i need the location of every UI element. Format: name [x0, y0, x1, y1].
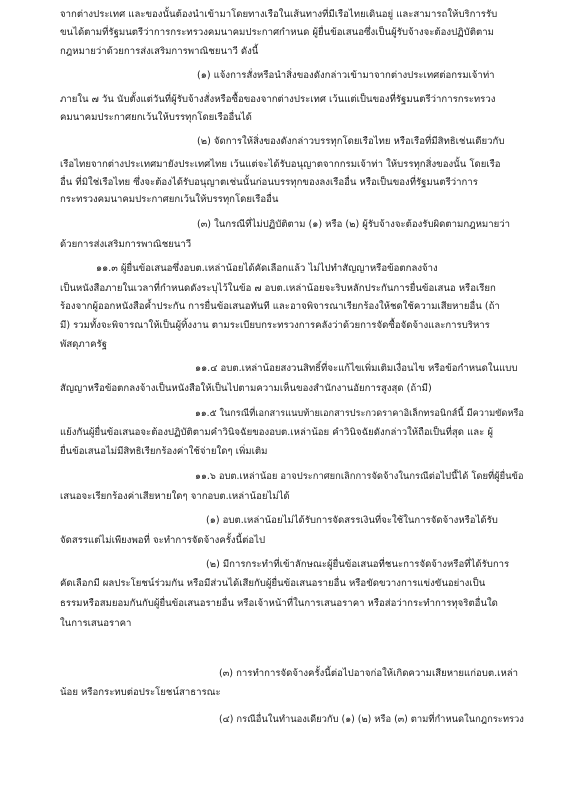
text-line: แย้งกันผู้ยื่นข้อเสนอจะต้องปฏิบัติตามคำวินิจฉัยของอบต.เหล่าน้อย คำวินิจฉัยดังกล่าวให้ถือเป็นที่สุด และ ผู้ [60, 427, 493, 438]
text-line: ในการเสนอราคา [60, 618, 132, 629]
text-line: (๓) การทำการจัดจ้างครั้งนี้ต่อไปอาจก่อให้เกิดความเสียหายแก่อบต.เหล่า [219, 668, 519, 679]
text-line: (๔) กรณีอื่นในทำนองเดียวกับ (๑) (๒) หรือ (๓) ตามที่กำหนดในกฎกระทรวง [219, 714, 524, 725]
text-line: คมนาคมประกาศยกเว้นให้บรรทุกโดยเรืออื่นได้ [60, 112, 252, 123]
text-line: (๒) จัดการให้สิ่งของดังกล่าวบรรทุกโดยเรือไทย หรือเรือที่มีสิทธิเช่นเดียวกับ [197, 136, 505, 147]
text-line: อื่น ที่มิใช่เรือไทย ซึ่งจะต้องได้รับอนุญาตเช่นนั้นก่อนบรรทุกของลงเรืออื่น หรือเป็นของที่รัฐมนตรีว่าการ [60, 177, 478, 188]
text-line: กระทรวงคมนาคมประกาศยกเว้นให้บรรทุกโดยเรืออื่น [60, 194, 279, 205]
text-line: สัญญาหรือข้อตกลงจ้างเป็นหนังสือให้เป็นไปตามความเห็นของสำนักงานอัยการสูงสุด (ถ้ามี) [60, 383, 432, 394]
text-line: จากต่างประเทศ และของนั้นต้องนำเข้ามาโดยทางเรือในเส้นทางที่มีเรือไทยเดินอยู่ และสามารถให้บริการรับ [60, 9, 498, 20]
text-line: (๑) แจ้งการสั่งหรือนำสิ่งของดังกล่าวเข้ามาจากต่างประเทศต่อกรมเจ้าท่า [197, 70, 495, 81]
text-line: พัสดุภาครัฐ [60, 339, 107, 350]
text-line: ธรรมหรือสมยอมกันกับผู้ยื่นข้อเสนอรายอื่น หรือเจ้าหน้าที่ในการเสนอราคา หรือส่อว่ากระทำการทุจริตอื่นใด [60, 598, 498, 609]
text-line: ๑๑.๕ ในกรณีที่เอกสารแนบท้ายเอกสารประกวดราคาอิเล็กทรอนิกส์นี้ มีความขัดหรือ [195, 408, 524, 419]
text-line: ๑๑.๓ ผู้ยื่นข้อเสนอซึ่งอบต.เหล่าน้อยได้คัดเลือกแล้ว ไม่ไปทำสัญญาหรือข้อตกลงจ้าง [96, 263, 438, 274]
text-line: กฎหมายว่าด้วยการส่งเสริมการพาณิชยนาวี ดังนี้ [60, 46, 259, 57]
text-line: ๑๑.๖ อบต.เหล่าน้อย อาจประกาศยกเลิกการจัดจ้างในกรณีต่อไปนี้ได้ โดยที่ผู้ยื่นข้อ [195, 471, 524, 482]
text-line: ภายใน ๗ วัน นับตั้งแต่วันที่ผู้รับจ้างสั่งหรือซื้อของจากต่างประเทศ เว้นแต่เป็นของที่รัฐมนตรีว่าการกระทรวง [60, 94, 496, 105]
text-line: ร้องจากผู้ออกหนังสือค้ำประกัน การยื่นข้อเสนอทันที และอาจพิจารณาเรียกร้องให้ชดใช้ความเสียหายอื่น (ถ้า [60, 301, 500, 312]
text-line: เรือไทยจากต่างประเทศมายังประเทศไทย เว้นแต่จะได้รับอนุญาตจากกรมเจ้าท่า ให้บรรทุกสิ่งของนั้น โดยเรือ [60, 159, 501, 170]
text-line: เสนอจะเรียกร้องค่าเสียหายใดๆ จากอบต.เหล่าน้อยไม่ได้ [60, 491, 290, 502]
text-line: เป็นหนังสือภายในเวลาที่กำหนดดังระบุไว้ในข้อ ๗ อบต.เหล่าน้อยจะริบหลักประกันการยื่นข้อเสนอ หรือเรียก [60, 283, 496, 294]
text-line: (๓) ในกรณีที่ไม่ปฏิบัติตาม (๑) หรือ (๒) ผู้รับจ้างจะต้องรับผิดตามกฎหมายว่า [197, 219, 511, 230]
text-line: ขนได้ตามที่รัฐมนตรีว่าการกระทรวงคมนาคมประกาศกำหนด ผู้ยื่นข้อเสนอซึ่งเป็นผู้รับจ้างจะต้องปฏิบัติตาม [60, 27, 494, 38]
text-line: น้อย หรือกระทบต่อประโยชน์สาธารณะ [60, 687, 221, 698]
text-line: (๑) อบต.เหล่าน้อยไม่ได้รับการจัดสรรเงินที่จะใช้ในการจัดจ้างหรือได้รับ [206, 515, 498, 526]
text-line: ๑๑.๔ อบต.เหล่าน้อยสงวนสิทธิ์ที่จะแก้ไขเพิ่มเติมเงื่อนไข หรือข้อกำหนดในแบบ [195, 363, 518, 374]
text-line: ยื่นข้อเสนอไม่มีสิทธิเรียกร้องค่าใช้จ่ายใดๆ เพิ่มเติม [60, 446, 268, 457]
text-line: จัดสรรแต่ไม่เพียงพอที่ จะทำการจัดจ้างครั้งนี้ต่อไป [60, 535, 266, 546]
text-line: คัดเลือกมี ผลประโยชน์ร่วมกัน หรือมีส่วนได้เสียกับผู้ยื่นข้อเสนอรายอื่น หรือขัดขวางการแข่งขันอย่างเป็น [60, 578, 486, 589]
text-line: ด้วยการส่งเสริมการพาณิชยนาวี [60, 239, 192, 250]
text-line: (๒) มีการกระทำที่เข้าลักษณะผู้ยื่นข้อเสนอที่ชนะการจัดจ้างหรือที่ได้รับการ [206, 559, 510, 570]
text-line: มี) รวมทั้งจะพิจารณาให้เป็นผู้ทิ้งงาน ตามระเบียบกระทรวงการคลังว่าด้วยการจัดซื้อจัดจ้างและการบริหาร [60, 320, 490, 331]
